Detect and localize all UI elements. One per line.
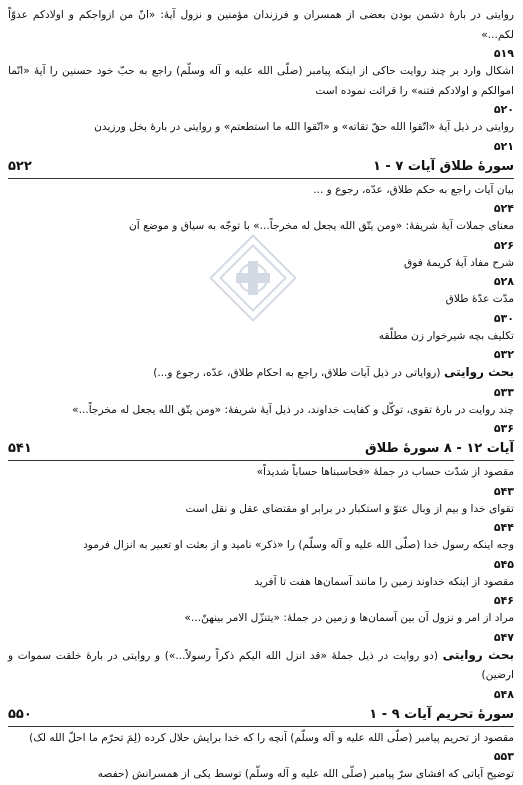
section-heading: [8, 157, 514, 177]
page-number: ۵۳۳: [493, 385, 514, 399]
page-number: ۵۴۷: [493, 630, 514, 644]
page-number: ۵۴۴: [493, 521, 514, 534]
section-heading: [8, 705, 514, 725]
section-page-number: ۵۲۲: [8, 158, 32, 174]
bahth-label: بحث روایتی: [443, 365, 514, 379]
index-entry: توضیح آیاتی که افشای سرّ پیامبر (صلّی الله علیه و آله وسلّم) توسط یکی از همسرانش (حفصه: [97, 768, 514, 780]
index-entry: مراد از امر و نزول آن بین آسمان‌ها و زمین در جملهٔ: «یتنزّل الامر بینهنّ...» ۵۴۷: [8, 609, 514, 646]
page-number: ۵۴۶: [493, 594, 514, 607]
index-entry: روایتی در بارهٔ دشمن بودن بعضی از همسران و فرزندان مؤمنین و نزول آیهٔ: «انّ من ازواجکم و اولادکم عدوّاً لکم...» ۵۱۹: [8, 9, 514, 60]
section-divider: [8, 178, 514, 179]
section-heading: [8, 439, 514, 459]
page-number: ۵۴۵: [493, 557, 514, 571]
section-title: سورهٔ طلاق آیات ۷ - ۱: [372, 158, 514, 174]
index-entry: شرح مفاد آیهٔ کریمهٔ فوق ۵۲۸: [8, 254, 514, 291]
section-page-number: ۵۵۰: [8, 706, 32, 722]
page-number: ۵۲۰: [493, 103, 514, 116]
index-entry: چند روایت در بارهٔ تقوی، توکّل و کفایت خداوند، در ذیل آیهٔ شریفهٔ: «ومن یتّق الله یجعل له مخرجاً...» ۵۳۶: [8, 401, 514, 438]
page-number: ۵۴۳: [493, 484, 514, 498]
index-entry: روایتی در ذیل آیهٔ «اتّقوا الله حقّ تقاته» و «اتّقوا الله ما استطعتم» و روایتی در بارهٔ بخل ورزیدن ۵۲۱: [8, 118, 514, 155]
page-number: ۵۲۱: [493, 139, 514, 153]
page-number: ۵۳۲: [493, 348, 514, 361]
index-entry: بیان آیات راجع به حکم طلاق، عدّه، رجوع و ... ۵۲۴: [8, 181, 514, 218]
bahth-entry: بحث روایتی (دو روایت در ذیل جملهٔ «قد انزل الله الیکم ذکراً رسولاً...») و روایتی در بارهٔ خلقت سموات و ارضین) ۵۴۸: [8, 647, 515, 701]
page-number: ۵۲۴: [493, 202, 514, 215]
section-title: سورهٔ تحریم آیات ۹ - ۱: [369, 706, 514, 722]
section-divider: [8, 460, 514, 461]
index-entry: تکلیف بچه شیرخوار زن مطلّقه ۵۳۲: [8, 327, 514, 364]
section-divider: [8, 726, 514, 727]
index-entry: مقصود از اینکه خداوند زمین را مانند آسمان‌ها هفت تا آفرید ۵۴۶: [8, 573, 514, 610]
bahth-label: بحث روایتی: [442, 647, 515, 662]
page-number: ۵۴۸: [493, 687, 514, 701]
index-entry: مدّت عدّهٔ طلاق ۵۳۰: [8, 290, 514, 327]
index-entry: وجه اینکه رسول خدا (صلّی الله علیه و آله وسلّم) را «ذکر» نامید و از بعثت او تعبیر به انزال فرمود ۵۴۵: [8, 536, 514, 573]
page-number: ۵۱۹: [493, 47, 514, 60]
index-entry: مقصود از تحریم پیامبر (صلّی الله علیه و آله وسلّم) آنچه را که خدا برایش حلال کرده (لِمَ تحرّم ما احلّ الله لک) ۵۵۳: [8, 729, 514, 766]
index-entry: مقصود از شدّت حساب در جملهٔ «فحاسبناها حساباً شدیداً» ۵۴۳: [8, 463, 514, 500]
page-number: ۵۲۸: [493, 275, 514, 288]
index-entry: اشکال وارد بر چند روایت حاکی از اینکه پیامبر (صلّی الله علیه و آله وسلّم) راجع به حبّ خود حسنین را آیهٔ «انّما اموالکم و اولادکم فتنه» را قرائت نموده است ۵۲۰: [8, 65, 514, 116]
section-title: آیات ۱۲ - ۸ سورهٔ طلاق: [365, 441, 514, 456]
index-entry: تقوای خدا و بیم از وبال عتوّ و استکبار در برابر او مقتضای عقل و نقل است ۵۴۴: [8, 500, 514, 537]
page-number: ۵۳۶: [493, 422, 514, 435]
bahth-entry: بحث روایتی (روایاتی در ذیل آیات طلاق، راجع به احکام طلاق، عدّه، رجوع و...) ۵۳۳: [8, 363, 514, 401]
index-page: [8, 6, 515, 780]
page-number: ۵۳۰: [493, 311, 514, 325]
section-page-number: ۵۴۱: [8, 441, 32, 456]
page-number: ۵۵۳: [493, 750, 514, 763]
index-entry: معنای جملات آیهٔ شریفهٔ: «ومن یتّق الله یجعل له مخرجاً...» با توجّه به سیاق و موضع آن ۵۲۶: [8, 217, 514, 254]
page-number: ۵۲۶: [493, 238, 514, 252]
